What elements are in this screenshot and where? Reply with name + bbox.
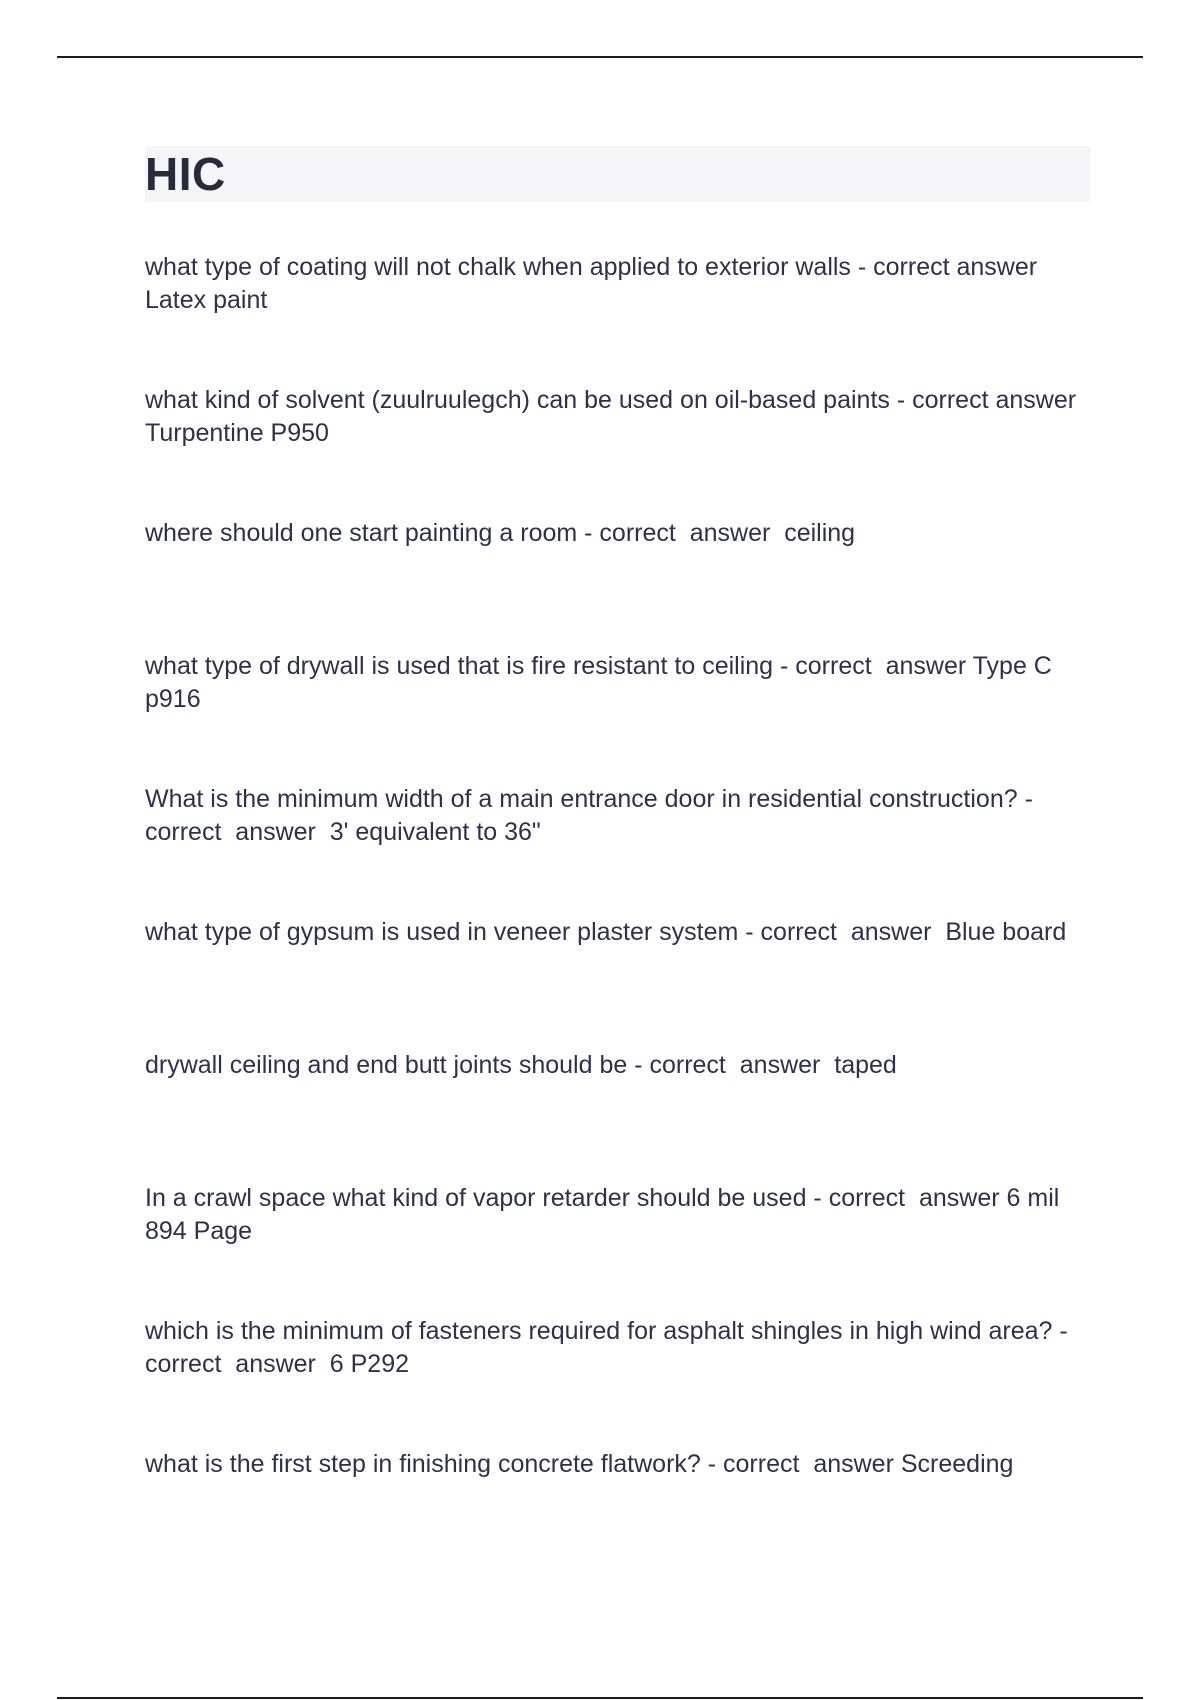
qa-item: what type of coating will not chalk when applied to exterior walls - correct answer Latex paint: [145, 253, 1051, 314]
qa-item: what kind of solvent (zuulruulegch) can be used on oil-based paints - correct answer Turpentine P950: [145, 386, 1090, 447]
bottom-divider: [57, 1697, 1143, 1699]
document-body: [145, 146, 1090, 1581]
title-banner: [145, 146, 1090, 202]
document-title: HIC: [145, 148, 226, 200]
qa-item: In a crawl space what kind of vapor retarder should be used - correct answer 6 mil 894 Page: [145, 1184, 1067, 1245]
top-divider: [57, 56, 1143, 58]
qa-item: what is the first step in finishing concrete flatwork? - correct answer Screeding: [145, 1450, 1014, 1478]
qa-item: which is the minimum of fasteners required for asphalt shingles in high wind area? - correct answer 6 P292: [145, 1317, 1075, 1378]
qa-item: what type of drywall is used that is fire resistant to ceiling - correct answer Type C p916: [145, 652, 1059, 713]
qa-list: [145, 251, 1090, 1581]
qa-item: what type of gypsum is used in veneer plaster system - correct answer Blue board: [145, 918, 1067, 946]
qa-item: What is the minimum width of a main entrance door in residential construction? - correct answer 3' equivalent to 36": [145, 785, 1040, 846]
qa-item: where should one start painting a room - correct answer ceiling: [145, 519, 856, 547]
qa-item: drywall ceiling and end butt joints should be - correct answer taped: [145, 1051, 897, 1079]
